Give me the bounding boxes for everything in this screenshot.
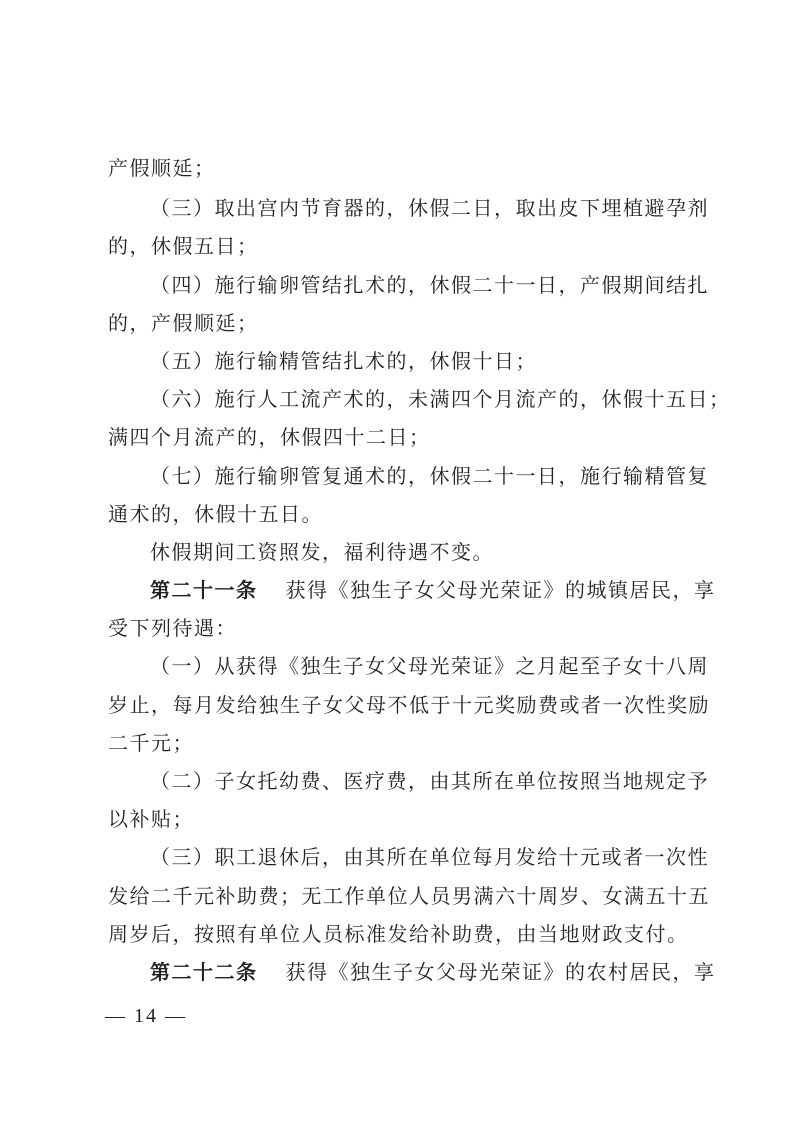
text-line: 以补贴； bbox=[108, 807, 194, 831]
text-line: 的，休假五日； bbox=[108, 234, 259, 258]
article-21-title: 第二十一条 bbox=[150, 578, 258, 602]
text-line: （三）职工退休后，由其所在单位每月发给十元或者一次性 bbox=[150, 845, 709, 869]
text-line: （七）施行输卵管复通术的，休假二十一日，施行输精管复 bbox=[150, 464, 709, 488]
text-line: 休假期间工资照发，福利待遇不变。 bbox=[150, 540, 494, 564]
text-line: 产假顺延； bbox=[108, 156, 216, 180]
text-line: （三）取出宫内节育器的，休假二日，取出皮下埋植避孕剂 bbox=[150, 196, 709, 220]
text-line: 通术的，休假十五日。 bbox=[108, 502, 323, 526]
text-line: 二千元； bbox=[108, 731, 194, 755]
text-line: （二）子女托幼费、医疗费，由其所在单位按照当地规定予 bbox=[150, 769, 709, 793]
article-22-title: 第二十二条 bbox=[150, 960, 258, 984]
text-line: （五）施行输精管结扎术的，休假十日； bbox=[150, 349, 537, 373]
text-line: （六）施行人工流产术的，未满四个月流产的，休假十五日； bbox=[150, 387, 731, 411]
text-line: 周岁后，按照有单位人员标准发给补助费，由当地财政支付。 bbox=[108, 922, 689, 946]
text-line: 满四个月流产的，休假四十二日； bbox=[108, 425, 431, 449]
article-22-text: 获得《独生子女父母光荣证》的农村居民，享 bbox=[285, 960, 716, 984]
text-line: （一）从获得《独生子女父母光荣证》之月起至子女十八周 bbox=[150, 654, 709, 678]
article-22-line bbox=[150, 958, 740, 986]
text-line: （四）施行输卵管结扎术的，休假二十一日，产假期间结扎 bbox=[150, 273, 709, 297]
text-line: 岁止，每月发给独生子女父母不低于十元奖励费或者一次性奖励 bbox=[108, 693, 710, 717]
text-line: 发给二千元补助费；无工作单位人员男满六十周岁、女满五十五 bbox=[108, 884, 710, 908]
text-line: 受下列待遇： bbox=[108, 616, 237, 640]
text-line: 的，产假顺延； bbox=[108, 311, 259, 335]
article-21-text: 获得《独生子女父母光荣证》的城镇居民，享 bbox=[285, 578, 716, 602]
page-number: — 14 — bbox=[105, 1005, 187, 1027]
